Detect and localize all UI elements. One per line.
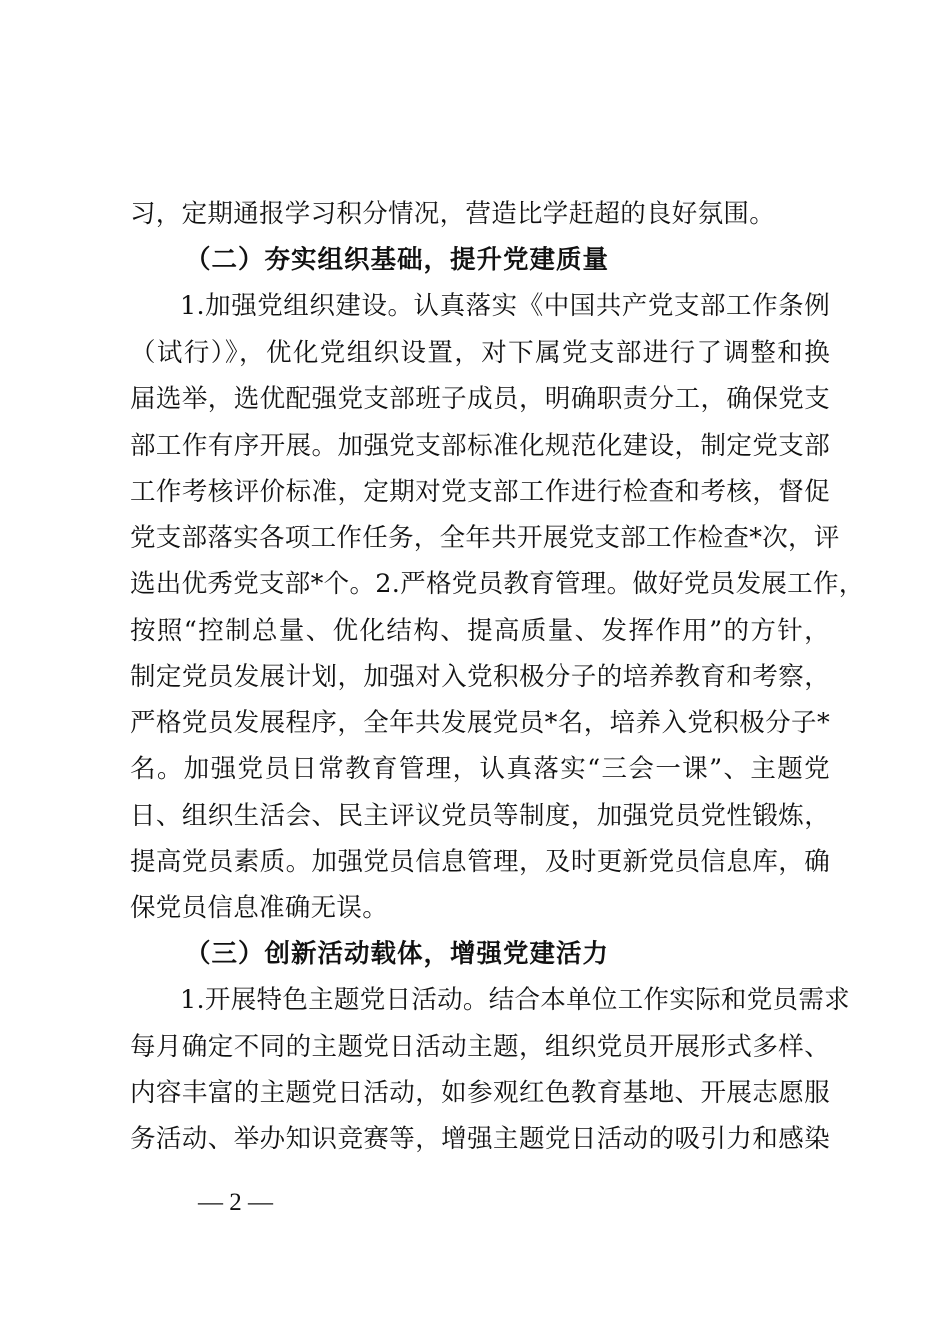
- paragraph-line: 党支部落实各项工作任务，全年共开展党支部工作检查*次，评: [130, 523, 840, 553]
- paragraph-line: （试行）》，优化党组织设置，对下属党支部进行了调整和换: [130, 338, 830, 368]
- paragraph-line: 届选举，选优配强党支部班子成员，明确职责分工，确保党支: [130, 384, 830, 414]
- paragraph-line: 1.加强党组织建设。认真落实《中国共产党支部工作条例: [180, 291, 830, 321]
- section-heading: （三）创新活动载体，增强党建活力: [185, 939, 610, 969]
- paragraph-line: 日、组织生活会、民主评议党员等制度，加强党员党性锻炼，: [130, 801, 830, 831]
- paragraph-line: 工作考核评价标准，定期对党支部工作进行检查和考核，督促: [130, 477, 830, 507]
- paragraph-line: 部工作有序开展。加强党支部标准化规范化建设，制定党支部: [130, 431, 830, 461]
- paragraph-line: 按照“控制总量、优化结构、提高质量、发挥作用”的方针，: [130, 616, 830, 646]
- paragraph-line: 习，定期通报学习积分情况，营造比学赶超的良好氛围。: [130, 199, 776, 229]
- paragraph-line: 制定党员发展计划，加强对入党积极分子的培养教育和考察，: [130, 662, 830, 692]
- paragraph-line: 保党员信息准确无误。: [130, 893, 389, 923]
- paragraph-line: 务活动、举办知识竞赛等，增强主题党日活动的吸引力和感染: [130, 1124, 830, 1154]
- paragraph-line: 内容丰富的主题党日活动，如参观红色教育基地、开展志愿服: [130, 1078, 830, 1108]
- paragraph-line: 提高党员素质。加强党员信息管理，及时更新党员信息库，确: [130, 847, 830, 877]
- paragraph-line: 每月确定不同的主题党日活动主题，组织党员开展形式多样、: [130, 1032, 830, 1062]
- page-number: — 2 —: [198, 1189, 273, 1216]
- section-heading: （二）夯实组织基础，提升党建质量: [185, 245, 610, 275]
- paragraph-line: 选出优秀党支部*个。2.严格党员教育管理。做好党员发展工作，: [130, 569, 865, 599]
- paragraph-line: 严格党员发展程序，全年共发展党员*名，培养入党积极分子*: [130, 708, 830, 738]
- paragraph-line: 1.开展特色主题党日活动。结合本单位工作实际和党员需求: [180, 985, 850, 1015]
- paragraph-line: 名。加强党员日常教育管理，认真落实“三会一课”、主题党: [130, 754, 830, 784]
